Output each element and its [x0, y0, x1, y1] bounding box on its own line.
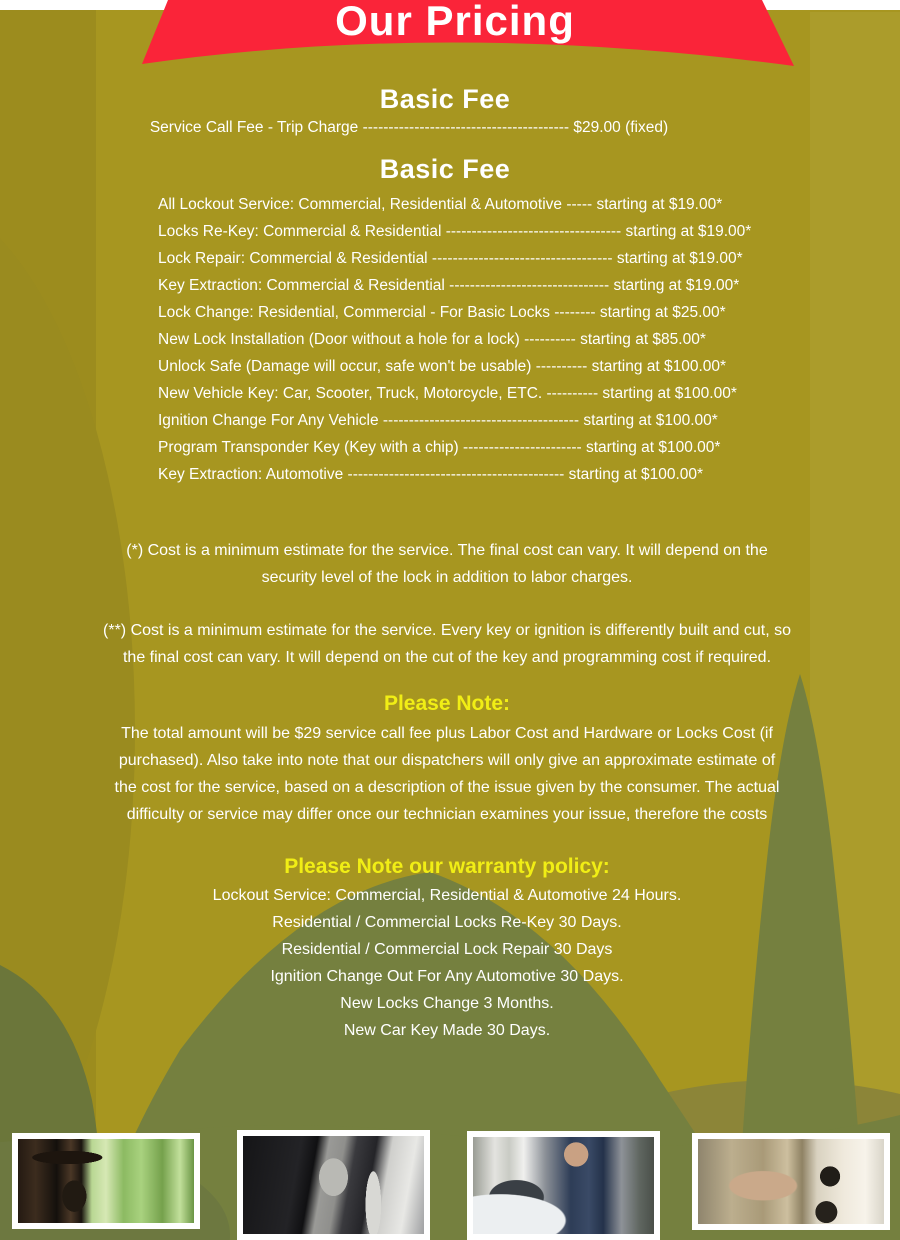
- warranty-list: [0, 882, 894, 1044]
- note-line: (**) Cost is a minimum estimate for the service. Every key or ignition is differently built and cut, so: [103, 622, 791, 639]
- service-price-list: [158, 191, 751, 488]
- photo-auto-locksmith: [467, 1131, 660, 1240]
- service-call-fee-line: Service Call Fee - Trip Charge ---------------------------------------- $29.00 (fixed): [149, 119, 669, 136]
- photo-keypad-entry: [237, 1130, 430, 1240]
- photo-door-lock: [12, 1133, 200, 1229]
- page-title: Our Pricing: [335, 0, 575, 44]
- note-line: the final cost can vary. It will depend on the cut of the key and programming cost if required.: [122, 649, 772, 666]
- photo-keypad-entry-image: [243, 1136, 424, 1234]
- warranty-item: New Car Key Made 30 Days.: [343, 1022, 551, 1039]
- service-price-item: All Lockout Service: Commercial, Residential & Automotive ----- starting at $19.00*: [158, 196, 723, 213]
- service-price-item: Locks Re-Key: Commercial & Residential ---------------------------------- starting at $19.00*: [158, 223, 752, 240]
- please-note-paragraph: [0, 720, 894, 828]
- service-price-item: New Lock Installation (Door without a hole for a lock) ---------- starting at $85.00*: [158, 331, 706, 348]
- service-price-item: Lock Change: Residential, Commercial - For Basic Locks -------- starting at $25.00*: [158, 304, 726, 321]
- photo-auto-locksmith-image: [473, 1137, 654, 1234]
- service-price-item: Lock Repair: Commercial & Residential ----------------------------------- starting at $19.00*: [158, 250, 743, 267]
- warranty-item: Ignition Change Out For Any Automotive 30 Days.: [270, 968, 624, 985]
- service-price-item: Key Extraction: Commercial & Residential ------------------------------- starting at $19.00*: [158, 277, 740, 294]
- paragraph-line: difficulty or service may differ once our technician examines your issue, therefore the costs: [126, 806, 768, 823]
- basic-fee-heading-1: Basic Fee: [379, 84, 511, 114]
- warranty-heading: Please Note our warranty policy:: [284, 855, 610, 878]
- warranty-item: New Locks Change 3 Months.: [340, 995, 554, 1012]
- photo-door-lock-image: [18, 1139, 194, 1223]
- please-note-heading: Please Note:: [383, 692, 511, 715]
- service-price-item: Key Extraction: Automotive ------------------------------------------ starting at $100.00*: [158, 466, 704, 483]
- service-price-item: New Vehicle Key: Car, Scooter, Truck, Motorcycle, ETC. ---------- starting at $100.00*: [158, 385, 737, 402]
- warranty-item: Residential / Commercial Lock Repair 30 Days: [281, 941, 613, 958]
- paragraph-line: purchased). Also take into note that our dispatchers will only give an approximate estimate of: [118, 752, 776, 769]
- note-single-star: [0, 537, 894, 591]
- note-line: (*) Cost is a minimum estimate for the service. The final cost can vary. It will depend on the: [126, 542, 768, 559]
- service-price-item: Unlock Safe (Damage will occur, safe won't be usable) ---------- starting at $100.00*: [158, 358, 727, 375]
- basic-fee-heading-2: Basic Fee: [379, 154, 511, 184]
- note-double-star: [0, 617, 894, 671]
- warranty-item: Lockout Service: Commercial, Residential & Automotive 24 Hours.: [212, 887, 682, 904]
- paragraph-line: the cost for the service, based on a description of the issue given by the consumer. The actual: [114, 779, 780, 796]
- service-price-item: Ignition Change For Any Vehicle -------------------------------------- starting at $100.00*: [158, 412, 718, 429]
- paragraph-line: The total amount will be $29 service call fee plus Labor Cost and Hardware or Locks Cost (if: [121, 725, 773, 742]
- photo-residential-locksmith-image: [698, 1139, 884, 1224]
- warranty-item: Residential / Commercial Locks Re-Key 30 Days.: [272, 914, 622, 931]
- photo-residential-locksmith: [692, 1133, 890, 1230]
- service-price-item: Program Transponder Key (Key with a chip) ----------------------- starting at $100.00*: [158, 439, 721, 456]
- note-line: security level of the lock in addition to labor charges.: [261, 569, 633, 586]
